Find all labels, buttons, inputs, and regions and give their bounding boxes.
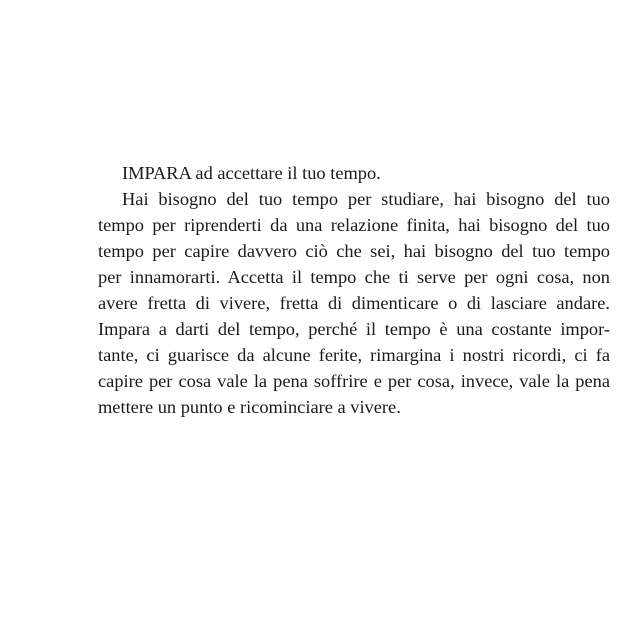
body-text <box>98 160 610 420</box>
text-line: avere fretta di vivere, fretta di dimenticare o di lasciare andare. <box>98 293 610 313</box>
text-line: per innamorarti. Accetta il tempo che ti serve per ogni cosa, non <box>98 267 610 287</box>
text-line: tante, ci guarisce da alcune ferite, rimargina i nostri ricordi, ci fa <box>98 345 610 365</box>
text-line-heading: IMPARA ad accettare il tuo tempo. <box>122 163 381 183</box>
text-line: Hai bisogno del tuo tempo per studiare, hai bisogno del tuo <box>122 189 610 209</box>
text-line: tempo per capire davvero ciò che sei, hai bisogno del tuo tempo <box>98 241 610 261</box>
text-line: Impara a darti del tempo, perché il tempo è una costante impor- <box>98 319 610 339</box>
text-line: capire per cosa vale la pena soffrire e per cosa, invece, vale la pena <box>98 371 610 391</box>
text-line-final: mettere un punto e ricominciare a vivere. <box>98 397 401 417</box>
text-line: tempo per riprenderti da una relazione finita, hai bisogno del tuo <box>98 215 610 235</box>
